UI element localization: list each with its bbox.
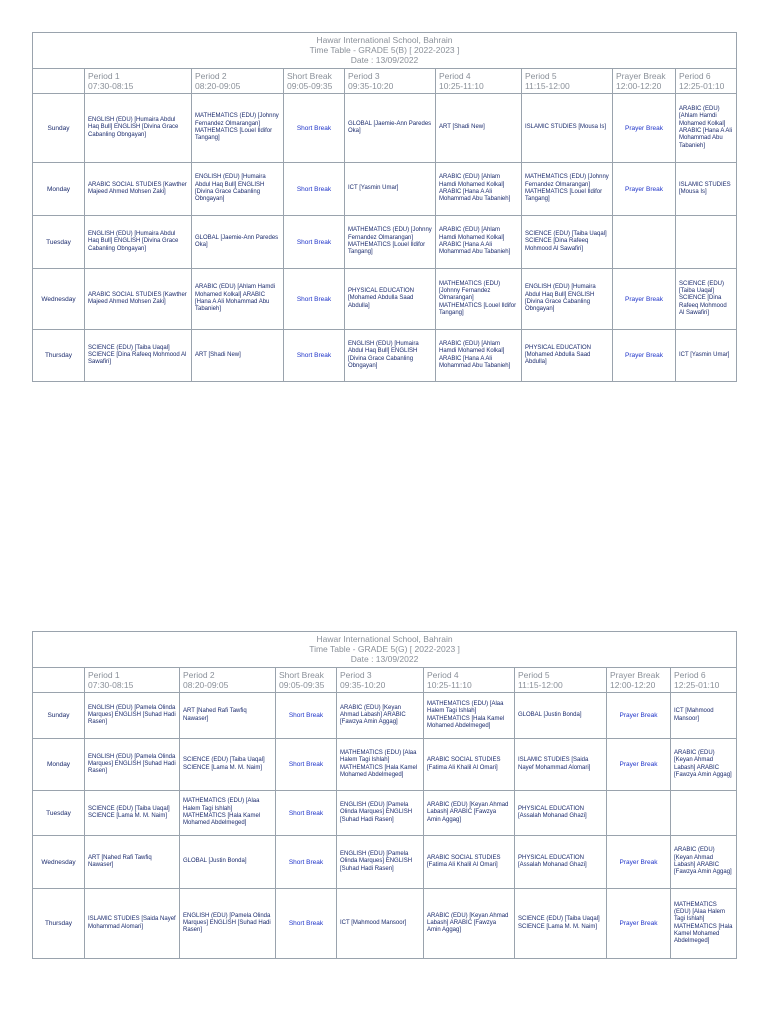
period-cell: PHYSICAL EDUCATION [Mohamed Abdulla Saad Abdulla] — [345, 269, 436, 330]
column-header: Period 4 10:25-11:10 — [424, 668, 515, 693]
short-break-cell: Short Break — [284, 94, 345, 163]
short-break-cell: Short Break — [276, 889, 337, 959]
day-label: Tuesday — [33, 791, 85, 836]
period-cell: ARABIC SOCIAL STUDIES [Fatima Ali Khalil Al Omari] — [424, 836, 515, 889]
period-cell: ICT [Yasmin Umar] — [345, 163, 436, 216]
period-cell: ARABIC SOCIAL STUDIES [Fatima Ali Khalil Al Omari] — [424, 739, 515, 791]
day-label: Monday — [33, 739, 85, 791]
day-label: Thursday — [33, 889, 85, 959]
period-cell: ENGLISH (EDU) [Humaira Abdul Haq Bull] ENGLISH [Divina Grace Cabanling Obngayan] — [192, 163, 284, 216]
period-cell: MATHEMATICS (EDU) [Alaa Halem Tagi Ishlah] MATHEMATICS [Hala Kamel Mohamed Abdelmeged] — [180, 791, 276, 836]
period-cell: MATHEMATICS (EDU) [Alaa Halem Tagi Ishlah] MATHEMATICS [Hala Kamel Mohamed Abdelmeged] — [671, 889, 737, 959]
period-cell: ARABIC SOCIAL STUDIES [Kawther Majeed Ahmed Mohsen Zaki] — [85, 269, 192, 330]
period-cell: ICT [Yasmin Umar] — [676, 330, 737, 382]
period-cell: ARABIC (EDU) [Keyan Ahmad Labash] ARABIC [Fawzya Amin Aggag] — [424, 889, 515, 959]
period-cell: PHYSICAL EDUCATION [Assalah Mohanad Ghazi] — [515, 791, 607, 836]
table-row — [33, 836, 737, 889]
short-break-cell: Short Break — [284, 330, 345, 382]
short-break-cell: Short Break — [276, 836, 337, 889]
prayer-break-cell — [607, 791, 671, 836]
short-break-cell: Short Break — [276, 693, 337, 739]
column-header: Prayer Break 12:00-12:20 — [607, 668, 671, 693]
period-cell: MATHEMATICS (EDU) [Johnny Fernandez Olmarangan] MATHEMATICS [Louel Ildifor Tangang] — [345, 216, 436, 269]
period-cell: ISLAMIC STUDIES [Saida Nayef Mohammad Alomari] — [85, 889, 180, 959]
table-row — [33, 739, 737, 791]
timetable-header — [33, 632, 737, 668]
prayer-break-cell: Prayer Break — [613, 330, 676, 382]
column-header: Period 6 12:25-01:10 — [671, 668, 737, 693]
period-cell: ART [Nahed Rafi Tawfiq Nawaser] — [180, 693, 276, 739]
timetable-grade-5g — [32, 631, 737, 959]
period-cell: ARABIC (EDU) [Ahlam Hamdi Mohamed Kolkal] ARABIC [Hana A Ali Mohammad Abu Tabanieh] — [436, 163, 522, 216]
period-cell: ARABIC (EDU) [Keyan Ahmad Labash] ARABIC [Fawzya Amin Aggag] — [671, 836, 737, 889]
column-header: Period 6 12:25-01:10 — [676, 69, 737, 94]
column-header: Prayer Break 12:00-12:20 — [613, 69, 676, 94]
period-cell: ISLAMIC STUDIES [Mousa Is] — [522, 94, 613, 163]
day-label: Sunday — [33, 693, 85, 739]
short-break-cell: Short Break — [284, 163, 345, 216]
day-label: Thursday — [33, 330, 85, 382]
column-header: Period 3 09:35-10:20 — [337, 668, 424, 693]
table-row — [33, 693, 737, 739]
period-cell: PHYSICAL EDUCATION [Mohamed Abdulla Saad Abdulla] — [522, 330, 613, 382]
prayer-break-cell: Prayer Break — [607, 739, 671, 791]
period-cell: ENGLISH (EDU) [Humaira Abdul Haq Bull] ENGLISH [Divina Grace Cabanling Obngayan] — [85, 94, 192, 163]
period-cell: ART [Shadi New] — [192, 330, 284, 382]
period-cell: ARABIC (EDU) [Keyan Ahmad Labash] ARABIC [Fawzya Amin Aggag] — [424, 791, 515, 836]
period-cell: GLOBAL [Justin Bonda] — [180, 836, 276, 889]
timetable-subtitle: Time Table - GRADE 5(B) [ 2022-2023 ] — [309, 45, 460, 55]
column-header: Short Break 09:05-09:35 — [284, 69, 345, 94]
column-header: Period 2 08:20-09:05 — [180, 668, 276, 693]
prayer-break-cell: Prayer Break — [613, 163, 676, 216]
short-break-cell: Short Break — [284, 269, 345, 330]
day-label: Tuesday — [33, 216, 85, 269]
timetable-subtitle: Time Table - GRADE 5(G) [ 2022-2023 ] — [309, 644, 460, 654]
table-row — [33, 163, 737, 216]
period-cell: ICT [Mahmood Mansoor] — [671, 693, 737, 739]
period-cell: ENGLISH (EDU) [Humaira Abdul Haq Bull] ENGLISH [Divina Grace Cabanling Obngayan] — [85, 216, 192, 269]
period-cell: MATHEMATICS (EDU) [Johnny Fernandez Olmarangan] MATHEMATICS [Louel Ildifor Tangang] — [192, 94, 284, 163]
table-row — [33, 889, 737, 959]
period-cell: SCIENCE (EDU) [Taiba Uaqal] SCIENCE [Dina Rafeeq Mohmood Al Sawafiri] — [522, 216, 613, 269]
period-cell: MATHEMATICS (EDU) [Johnny Fernandez Olmarangan] MATHEMATICS [Louel Ildifor Tangang] — [436, 269, 522, 330]
prayer-break-cell: Prayer Break — [607, 836, 671, 889]
column-header: Period 4 10:25-11:10 — [436, 69, 522, 94]
table-row — [33, 94, 737, 163]
school-name: Hawar International School, Bahrain — [316, 634, 453, 644]
period-cell: ENGLISH (EDU) [Humaira Abdul Haq Bull] ENGLISH [Divina Grace Cabanling Obngayan] — [522, 269, 613, 330]
period-cell: ARABIC (EDU) [Keyan Ahmad Labash] ARABIC [Fawzya Amin Aggag] — [671, 739, 737, 791]
column-header: Period 5 11:15-12:00 — [515, 668, 607, 693]
table-row — [33, 269, 737, 330]
day-label: Wednesday — [33, 836, 85, 889]
day-label: Wednesday — [33, 269, 85, 330]
period-cell: GLOBAL [Justin Bonda] — [515, 693, 607, 739]
prayer-break-cell — [613, 216, 676, 269]
period-cell: ARABIC (EDU) [Ahlam Hamdi Mohamed Kolkal] ARABIC [Hana A Ali Mohammad Abu Tabanieh] — [676, 94, 737, 163]
period-cell: SCIENCE (EDU) [Taiba Uaqal] SCIENCE [Lama M. M. Naim] — [85, 791, 180, 836]
period-cell — [676, 216, 737, 269]
period-cell: GLOBAL [Jaemie-Ann Paredes Oka] — [192, 216, 284, 269]
timetable-date: Date : 13/09/2022 — [350, 654, 419, 664]
period-cell: ARABIC (EDU) [Ahlam Hamdi Mohamed Kolkal] ARABIC [Hana A Ali Mohammad Abu Tabanieh] — [436, 216, 522, 269]
period-cell: ART [Nahed Rafi Tawfiq Nawaser] — [85, 836, 180, 889]
period-cell: MATHEMATICS (EDU) [Johnny Fernandez Olmarangan] MATHEMATICS [Louel Ildifor Tangang] — [522, 163, 613, 216]
short-break-cell: Short Break — [284, 216, 345, 269]
period-cell — [671, 791, 737, 836]
period-cell: ISLAMIC STUDIES [Saida Nayef Mohammad Alomari] — [515, 739, 607, 791]
period-cell: ARABIC SOCIAL STUDIES [Kawther Majeed Ahmed Mohsen Zaki] — [85, 163, 192, 216]
period-cell: ENGLISH (EDU) [Pamela Olinda Marques] ENGLISH [Suhad Hadi Rasen] — [85, 739, 180, 791]
period-cell: ENGLISH (EDU) [Pamela Olinda Marques] ENGLISH [Suhad Hadi Rasen] — [337, 836, 424, 889]
school-name: Hawar International School, Bahrain — [316, 35, 453, 45]
period-cell: SCIENCE (EDU) [Taiba Uaqal] SCIENCE [Lama M. M. Naim] — [515, 889, 607, 959]
column-header: Short Break 09:05-09:35 — [276, 668, 337, 693]
period-cell: PHYSICAL EDUCATION [Assalah Mohanad Ghazi] — [515, 836, 607, 889]
period-cell: ISLAMIC STUDIES [Mousa Is] — [676, 163, 737, 216]
period-cell: ARABIC (EDU) [Keyan Ahmad Labash] ARABIC [Fawzya Amin Aggag] — [337, 693, 424, 739]
period-cell: ENGLISH (EDU) [Pamela Olinda Marques] ENGLISH [Suhad Hadi Rasen] — [85, 693, 180, 739]
period-cell: MATHEMATICS (EDU) [Alaa Halem Tagi Ishlah] MATHEMATICS [Hala Kamel Mohamed Abdelmeged] — [424, 693, 515, 739]
period-cell: MATHEMATICS (EDU) [Alaa Halem Tagi Ishlah] MATHEMATICS [Hala Kamel Mohamed Abdelmeged] — [337, 739, 424, 791]
corner-cell — [33, 69, 85, 94]
prayer-break-cell: Prayer Break — [613, 269, 676, 330]
prayer-break-cell: Prayer Break — [613, 94, 676, 163]
period-cell: GLOBAL [Jaemie-Ann Paredes Oka] — [345, 94, 436, 163]
table-row — [33, 791, 737, 836]
timetable-grade-5b — [32, 32, 737, 382]
period-cell: SCIENCE (EDU) [Taiba Uaqal] SCIENCE [Lama M. M. Naim] — [180, 739, 276, 791]
short-break-cell: Short Break — [276, 739, 337, 791]
period-cell: ENGLISH (EDU) [Pamela Olinda Marques] ENGLISH [Suhad Hadi Rasen] — [337, 791, 424, 836]
period-cell: ARABIC (EDU) [Ahlam Hamdi Mohamed Kolkal] ARABIC [Hana A Ali Mohammad Abu Tabanieh] — [436, 330, 522, 382]
period-cell: SCIENCE (EDU) [Taiba Uaqal] SCIENCE [Dina Rafeeq Mohmood Al Sawafiri] — [676, 269, 737, 330]
timetable-date: Date : 13/09/2022 — [350, 55, 419, 65]
prayer-break-cell: Prayer Break — [607, 889, 671, 959]
period-cell: ENGLISH (EDU) [Humaira Abdul Haq Bull] ENGLISH [Divina Grace Cabanling Obngayan] — [345, 330, 436, 382]
period-cell: SCIENCE (EDU) [Taiba Uaqal] SCIENCE [Dina Rafeeq Mohmood Al Sawafiri] — [85, 330, 192, 382]
day-label: Monday — [33, 163, 85, 216]
table-row — [33, 330, 737, 382]
column-header: Period 3 09:35-10:20 — [345, 69, 436, 94]
period-cell: ENGLISH (EDU) [Pamela Olinda Marques] ENGLISH [Suhad Hadi Rasen] — [180, 889, 276, 959]
column-headers — [33, 69, 737, 94]
table-row — [33, 216, 737, 269]
column-header: Period 1 07:30-08:15 — [85, 69, 192, 94]
column-headers — [33, 668, 737, 693]
column-header: Period 1 07:30-08:15 — [85, 668, 180, 693]
corner-cell — [33, 668, 85, 693]
timetable-header — [33, 33, 737, 69]
day-label: Sunday — [33, 94, 85, 163]
prayer-break-cell: Prayer Break — [607, 693, 671, 739]
column-header: Period 2 08:20-09:05 — [192, 69, 284, 94]
period-cell: ARABIC (EDU) [Ahlam Hamdi Mohamed Kolkal] ARABIC [Hana A Ali Mohammad Abu Tabanieh] — [192, 269, 284, 330]
period-cell: ICT [Mahmood Mansoor] — [337, 889, 424, 959]
short-break-cell: Short Break — [276, 791, 337, 836]
period-cell: ART [Shadi New] — [436, 94, 522, 163]
column-header: Period 5 11:15-12:00 — [522, 69, 613, 94]
